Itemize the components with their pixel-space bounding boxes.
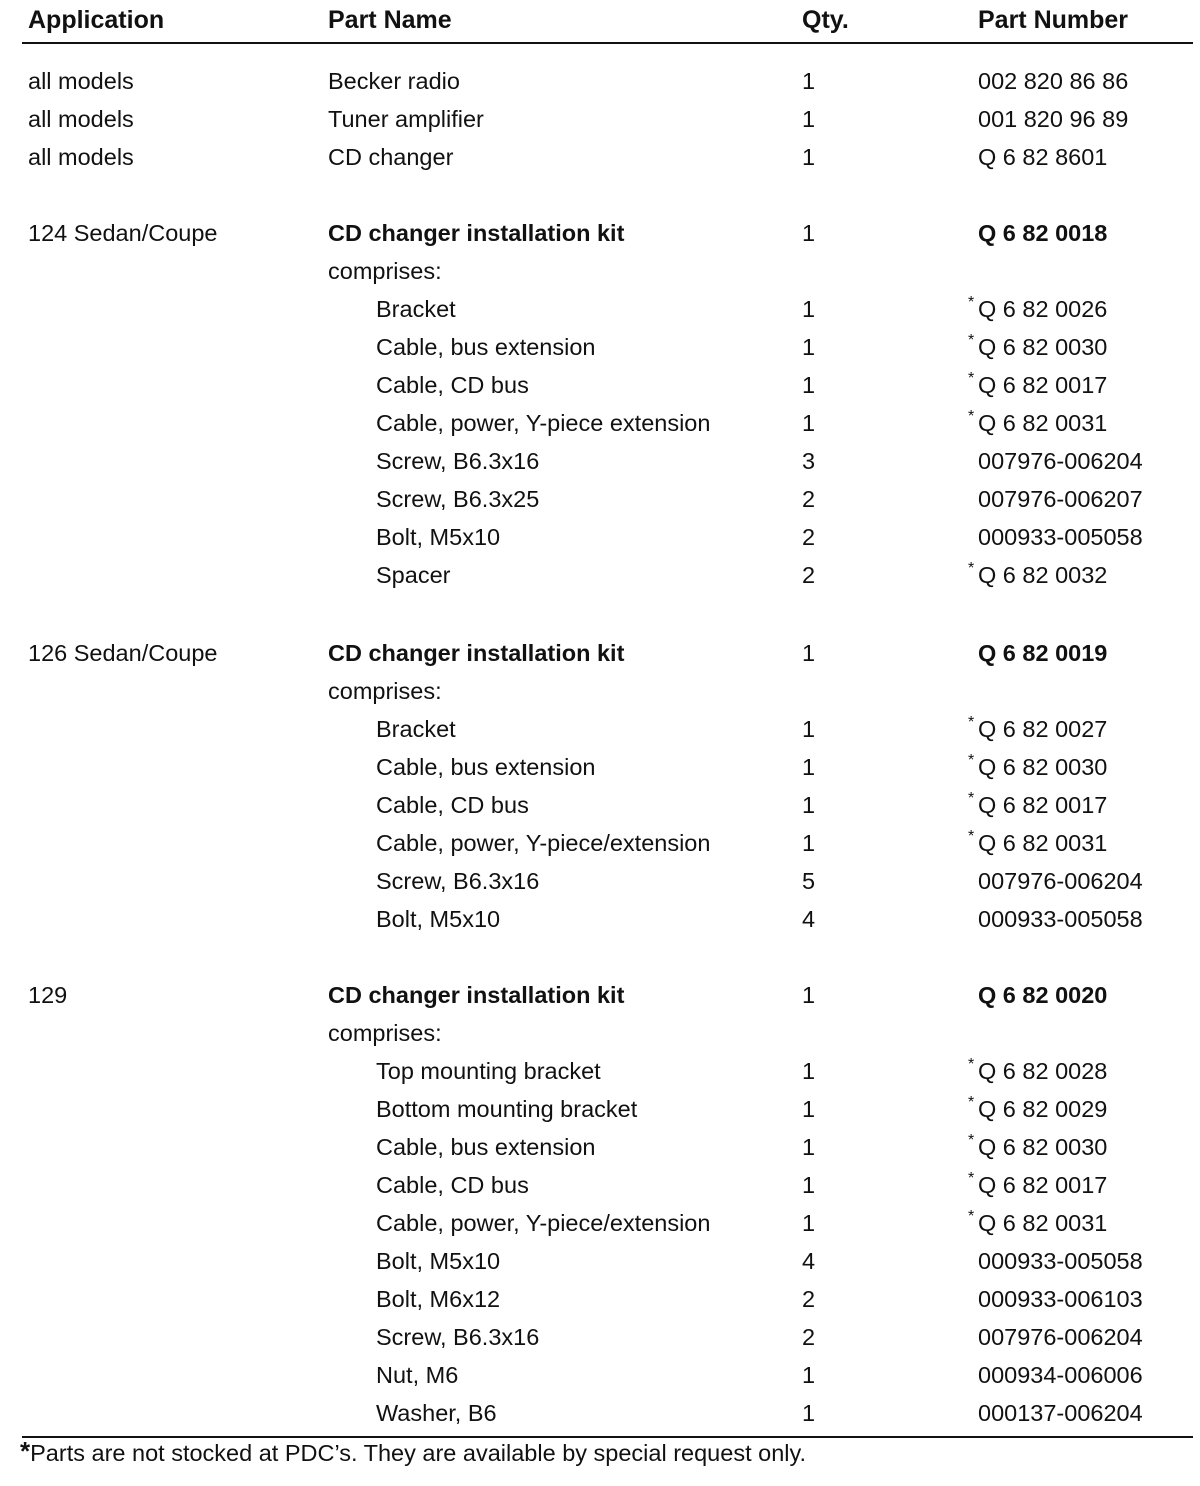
part-number-text: Q 6 82 0030 — [978, 754, 1108, 780]
table-row — [0, 754, 1200, 792]
part-number-text: Q 6 82 0028 — [978, 1058, 1108, 1084]
cell-part-number — [978, 144, 1107, 171]
cell-part-number — [978, 106, 1128, 133]
cell-part-name: Top mounting bracket — [376, 1058, 601, 1084]
cell-part-number — [968, 408, 1108, 437]
table-row — [0, 906, 1200, 944]
part-number-text: Q 6 82 0030 — [978, 1134, 1108, 1160]
part-number-text: Q 6 82 0026 — [978, 296, 1108, 322]
cell-part-number — [968, 370, 1108, 399]
cell-qty: 5 — [802, 868, 816, 894]
cell-application: all models — [28, 144, 134, 170]
table-row — [0, 1286, 1200, 1324]
table-row — [0, 410, 1200, 448]
table-row — [0, 220, 1200, 258]
table-row — [0, 716, 1200, 754]
cell-part-name: Bracket — [376, 716, 456, 742]
header-application: Application — [28, 6, 165, 34]
cell-qty: 2 — [802, 486, 816, 512]
special-order-marker: * — [968, 1094, 975, 1111]
part-number-text: Q 6 82 0027 — [978, 716, 1108, 742]
part-number-text: Q 6 82 8601 — [978, 144, 1108, 170]
cell-part-number — [978, 640, 1107, 667]
cell-part-name: Screw, B6.3x16 — [376, 1324, 540, 1350]
cell-part-number — [978, 1286, 1143, 1313]
cell-part-name: Bolt, M5x10 — [376, 524, 501, 550]
cell-part-name: Cable, power, Y-piece/extension — [376, 830, 711, 856]
special-order-marker: * — [968, 1208, 975, 1225]
part-number-text: 000933-005058 — [978, 906, 1143, 932]
cell-qty: 1 — [802, 144, 816, 170]
cell-part-number — [968, 332, 1108, 361]
special-order-marker: * — [968, 1132, 975, 1149]
part-number-text: Q 6 82 0017 — [978, 1172, 1108, 1198]
cell-part-number — [978, 1248, 1143, 1275]
part-number-text: 000934-006006 — [978, 1362, 1143, 1388]
part-number-text: Q 6 82 0030 — [978, 334, 1108, 360]
cell-part-number — [968, 1170, 1108, 1199]
cell-application: 129 — [28, 982, 68, 1008]
header-qty: Qty. — [802, 6, 849, 34]
cell-qty: 1 — [802, 792, 816, 818]
cell-part-name: Cable, CD bus — [376, 372, 529, 398]
special-order-marker: * — [968, 370, 975, 387]
cell-part-name: comprises: — [328, 258, 442, 284]
cell-part-name: Cable, power, Y-piece/extension — [376, 1210, 711, 1236]
cell-part-number — [978, 868, 1143, 895]
cell-part-name: Bracket — [376, 296, 456, 322]
part-number-text: 007976-006204 — [978, 1324, 1143, 1350]
part-number-text: Q 6 82 0018 — [978, 220, 1108, 246]
cell-part-number — [968, 714, 1108, 743]
cell-part-number — [978, 1324, 1143, 1351]
table-row — [0, 868, 1200, 906]
table-row — [0, 486, 1200, 524]
cell-qty: 1 — [802, 1096, 816, 1122]
cell-part-name: Screw, B6.3x16 — [376, 868, 540, 894]
part-number-text: Q 6 82 0017 — [978, 792, 1108, 818]
cell-qty: 2 — [802, 562, 816, 588]
part-number-text: Q 6 82 0031 — [978, 1210, 1108, 1236]
cell-qty: 1 — [802, 716, 816, 742]
cell-qty: 1 — [802, 1058, 816, 1084]
cell-part-name: Cable, bus extension — [376, 1134, 596, 1160]
cell-qty: 4 — [802, 906, 816, 932]
footer-rule — [22, 1436, 1193, 1438]
table-row — [0, 1362, 1200, 1400]
cell-qty: 1 — [802, 220, 816, 246]
cell-part-number — [968, 1056, 1108, 1085]
cell-part-name: Nut, M6 — [376, 1362, 459, 1388]
part-number-text: 007976-006204 — [978, 868, 1143, 894]
special-order-marker: * — [968, 1170, 975, 1187]
special-order-marker: * — [968, 294, 975, 311]
cell-qty: 1 — [802, 1134, 816, 1160]
cell-application: 126 Sedan/Coupe — [28, 640, 218, 666]
table-row — [0, 524, 1200, 562]
cell-qty: 2 — [802, 524, 816, 550]
table-row — [0, 68, 1200, 106]
part-number-text: Q 6 82 0020 — [978, 982, 1108, 1008]
cell-qty: 1 — [802, 410, 816, 436]
cell-part-name: CD changer installation kit — [328, 220, 625, 246]
cell-part-name: Bottom mounting bracket — [376, 1096, 638, 1122]
cell-part-name: Screw, B6.3x16 — [376, 448, 540, 474]
cell-part-name: Cable, CD bus — [376, 1172, 529, 1198]
cell-part-name: Spacer — [376, 562, 451, 588]
footnote-marker: * — [20, 1436, 31, 1466]
footnote — [20, 1436, 807, 1471]
cell-part-name: CD changer — [328, 144, 454, 170]
cell-qty: 1 — [802, 830, 816, 856]
cell-part-number — [968, 752, 1108, 781]
cell-part-name: comprises: — [328, 1020, 442, 1046]
part-number-text: 000137-006204 — [978, 1400, 1143, 1426]
cell-part-name: Bolt, M5x10 — [376, 906, 501, 932]
cell-qty: 4 — [802, 1248, 816, 1274]
table-row — [0, 334, 1200, 372]
cell-part-number — [978, 486, 1143, 513]
part-number-text: Q 6 82 0031 — [978, 830, 1108, 856]
cell-part-number — [978, 68, 1128, 95]
part-number-text: 002 820 86 86 — [978, 68, 1129, 94]
cell-part-number — [968, 560, 1108, 589]
table-row — [0, 1248, 1200, 1286]
table-row — [0, 1400, 1200, 1438]
part-number-text: Q 6 82 0017 — [978, 372, 1108, 398]
cell-qty: 1 — [802, 68, 816, 94]
cell-qty: 1 — [802, 1172, 816, 1198]
cell-qty: 1 — [802, 982, 816, 1008]
part-number-text: 000933-005058 — [978, 524, 1143, 550]
cell-qty: 2 — [802, 1324, 816, 1350]
cell-qty: 1 — [802, 754, 816, 780]
cell-part-number — [968, 1094, 1108, 1123]
cell-part-name: Washer, B6 — [376, 1400, 497, 1426]
cell-part-number — [978, 1362, 1143, 1389]
cell-part-number — [968, 294, 1108, 323]
part-number-text: Q 6 82 0032 — [978, 562, 1108, 588]
cell-part-number — [978, 982, 1107, 1009]
part-number-text: Q 6 82 0029 — [978, 1096, 1108, 1122]
table-row — [0, 448, 1200, 486]
cell-qty: 1 — [802, 334, 816, 360]
cell-qty: 3 — [802, 448, 816, 474]
special-order-marker: * — [968, 1056, 975, 1073]
special-order-marker: * — [968, 752, 975, 769]
part-number-text: Q 6 82 0019 — [978, 640, 1108, 666]
cell-part-number — [978, 448, 1143, 475]
cell-qty: 2 — [802, 1286, 816, 1312]
table-row — [0, 792, 1200, 830]
cell-part-name: Bolt, M5x10 — [376, 1248, 501, 1274]
table-row — [0, 1020, 1200, 1058]
table-row — [0, 830, 1200, 868]
table-row — [0, 640, 1200, 678]
cell-qty: 1 — [802, 1210, 816, 1236]
table-row — [0, 678, 1200, 716]
cell-part-name: Screw, B6.3x25 — [376, 486, 540, 512]
special-order-marker: * — [968, 714, 975, 731]
part-number-text: Q 6 82 0031 — [978, 410, 1108, 436]
cell-application: all models — [28, 68, 134, 94]
cell-part-name: CD changer installation kit — [328, 982, 625, 1008]
cell-part-number — [978, 1400, 1143, 1427]
table-row — [0, 106, 1200, 144]
table-row — [0, 1096, 1200, 1134]
part-number-text: 000933-006103 — [978, 1286, 1143, 1312]
table-row — [0, 982, 1200, 1020]
cell-part-number — [968, 1208, 1108, 1237]
cell-part-number — [968, 790, 1108, 819]
part-number-text: 001 820 96 89 — [978, 106, 1129, 132]
table-row — [0, 144, 1200, 182]
table-row — [0, 562, 1200, 600]
cell-part-name: comprises: — [328, 678, 442, 704]
cell-application: all models — [28, 106, 134, 132]
cell-part-name: CD changer installation kit — [328, 640, 625, 666]
cell-part-name: Cable, bus extension — [376, 334, 596, 360]
special-order-marker: * — [968, 828, 975, 845]
cell-part-number — [978, 524, 1143, 551]
cell-part-name: Cable, power, Y-piece extension — [376, 410, 711, 436]
cell-qty: 1 — [802, 640, 816, 666]
special-order-marker: * — [968, 560, 975, 577]
cell-qty: 1 — [802, 372, 816, 398]
cell-application: 124 Sedan/Coupe — [28, 220, 218, 246]
part-number-text: 007976-006204 — [978, 448, 1143, 474]
table-row — [0, 1058, 1200, 1096]
table-row — [0, 1134, 1200, 1172]
cell-qty: 1 — [802, 1400, 816, 1426]
cell-part-number — [968, 1132, 1108, 1161]
special-order-marker: * — [968, 332, 975, 349]
cell-part-name: Cable, CD bus — [376, 792, 529, 818]
table-row — [0, 258, 1200, 296]
cell-part-number — [978, 220, 1107, 247]
table-row — [0, 372, 1200, 410]
header-part-number: Part Number — [978, 6, 1129, 34]
footnote-text: Parts are not stocked at PDC’s. They are available by special request only. — [30, 1440, 807, 1466]
special-order-marker: * — [968, 790, 975, 807]
table-row — [0, 1324, 1200, 1362]
cell-part-number — [978, 906, 1143, 933]
header-rule — [22, 42, 1193, 44]
table-row — [0, 1172, 1200, 1210]
header-part-name: Part Name — [328, 6, 452, 34]
part-number-text: 000933-005058 — [978, 1248, 1143, 1274]
part-number-text: 007976-006207 — [978, 486, 1143, 512]
cell-qty: 1 — [802, 296, 816, 322]
cell-qty: 1 — [802, 1362, 816, 1388]
cell-part-number — [968, 828, 1108, 857]
cell-qty: 1 — [802, 106, 816, 132]
special-order-marker: * — [968, 408, 975, 425]
cell-part-name: Bolt, M6x12 — [376, 1286, 501, 1312]
cell-part-name: Tuner amplifier — [328, 106, 484, 132]
cell-part-name: Cable, bus extension — [376, 754, 596, 780]
table-row — [0, 1210, 1200, 1248]
cell-part-name: Becker radio — [328, 68, 460, 94]
table-row — [0, 296, 1200, 334]
